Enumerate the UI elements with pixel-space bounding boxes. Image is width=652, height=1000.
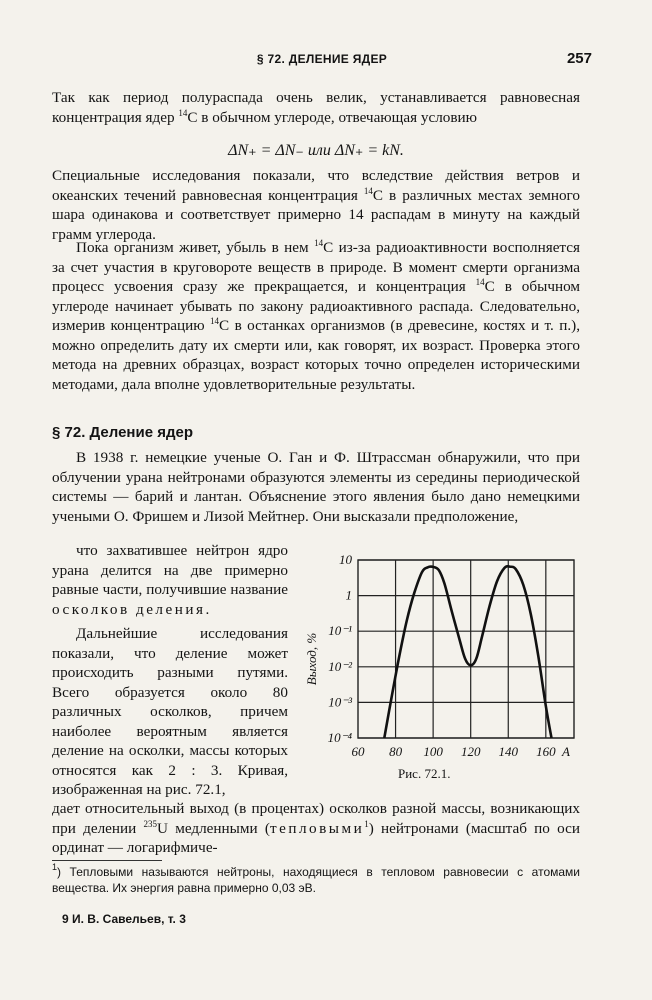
figure-caption: Рис. 72.1. xyxy=(398,766,451,781)
section-heading: § 72. Деление ядер xyxy=(52,424,193,441)
x-tick-label: 140 xyxy=(498,744,519,759)
y-tick-label: 10⁻³ xyxy=(328,694,352,710)
paragraph-discovery: В 1938 г. немецкие ученые О. Ган и Ф. Штрассман обнаружили, что при облучении урана нейтронами образуются элементы из середины периодической системы — барий и лантан. Объяснение этого явления было дано немецкими учеными О. Фришем и Лизой Мейтнер. Они высказали предположение, xyxy=(52,449,580,525)
yield-curve xyxy=(384,566,551,738)
signature-mark: 9 И. В. Савельев, т. 3 xyxy=(62,912,186,926)
page-number: 257 xyxy=(566,50,592,67)
x-tick-label: 60 xyxy=(351,744,365,759)
y-tick-labels xyxy=(328,552,353,745)
x-tick-label: 160 xyxy=(536,744,556,759)
x-tick-label: 100 xyxy=(423,744,443,759)
paragraph-fission-paths: Дальнейшие исследования показали, что деление может происходить разными путями. Всего образуется около 80 различных осколков, причем наиболее вероятным является деление на осколки, массы которых относятся как 2 : 3. Кривая, изображенная на рис. 72.1, xyxy=(52,625,288,798)
paragraph-concentration: Специальные исследования показали, что вследствие действия ветров и океанских течений равновесная концентрация $^{14}$C в различных местах земного шара одинакова и соответствует примерно 14 распадам в минуту на каждый грамм углерода. xyxy=(52,167,580,243)
paragraph-equilibrium: Так как период полураспада очень велик, устанавливается равновесная концентрация ядер $^{14}$C в обычном углероде, отвечающая условию xyxy=(52,89,580,126)
footnote: $^1$) Тепловыми называются нейтроны, находящиеся в тепловом равновесии с атомами вещества. Их энергия равна примерно 0,03 эВ. xyxy=(52,862,580,895)
paragraph-dating: Пока организм живет, убыль в нем $^{14}$C из-за радиоактивности восполняется за счет участия в круговороте веществ в природе. В момент смерти организма процесс усвоения сразу же прекращается, и концентрация $^{14}$C в обычном углероде начинает убывать по закону радиоактивного распада. Следовательно, измерив концентрацию $^{14}$C в останках организмов (в древесине, костях и т. п.), можно определить дату их смерти или, как говорят, их возраст. Проверка этого метода на древних образцах, возраст которых точно определен историческими методами, дала вполне удовлетворительные результаты. xyxy=(52,238,581,393)
fission-yield-chart xyxy=(300,544,590,766)
formula-equilibrium: ΔN₊ = ΔN₋ или ΔN₊ = kN. xyxy=(228,142,404,159)
chart-grid xyxy=(358,560,574,738)
footnote-rule xyxy=(52,860,162,861)
header-title: § 72. ДЕЛЕНИЕ ЯДЕР xyxy=(256,52,388,66)
y-tick-label: 10⁻⁴ xyxy=(327,730,352,745)
x-tick-label: 120 xyxy=(460,744,481,759)
x-tick-labels xyxy=(352,744,557,759)
y-tick-label: 10 xyxy=(339,552,352,567)
figure-fission-yield xyxy=(300,544,590,794)
x-tick-label: 80 xyxy=(389,744,403,759)
y-tick-label: 10⁻² xyxy=(328,658,352,674)
paragraph-yield: дает относительный выход (в процентах) осколков разной массы, возникающих при делении $^{235}$U медленными (тепловыми$^1$) нейтронами (масштаб по оси ординат — логарифмиче- xyxy=(52,800,580,856)
running-header xyxy=(52,52,592,72)
y-tick-label: 10⁻¹ xyxy=(328,623,352,639)
y-tick-label: 1 xyxy=(345,587,352,603)
paragraph-fragments: что захватившее нейтрон ядро урана делится на две примерно равные части, получившие название осколков деления. xyxy=(52,542,288,618)
y-axis-label: Выход, % xyxy=(304,632,319,686)
x-axis-label: A xyxy=(562,744,570,759)
chart-frame xyxy=(358,560,574,738)
